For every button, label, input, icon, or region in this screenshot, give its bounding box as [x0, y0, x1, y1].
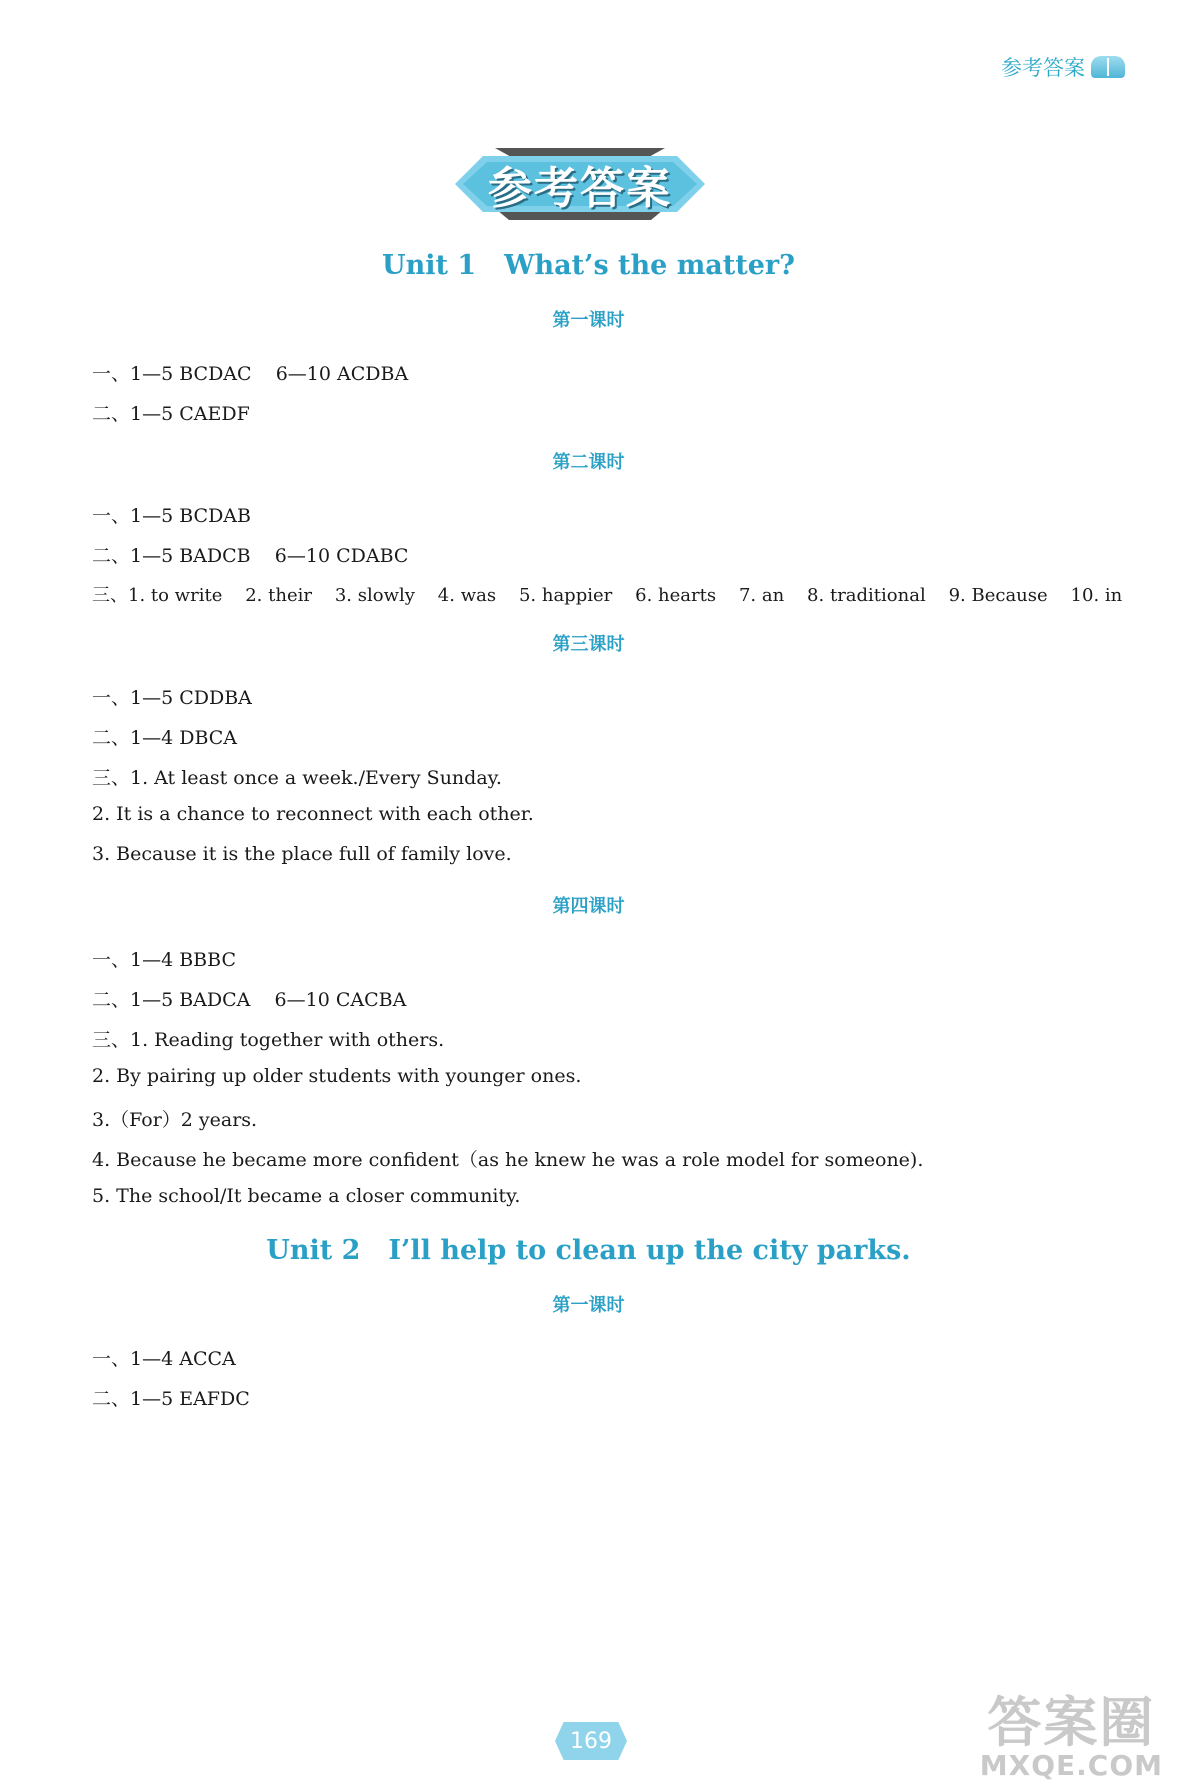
book-icon: [1091, 56, 1125, 78]
lesson-heading: 第四课时: [552, 896, 625, 917]
answer-line: 二、1—5 BADCA 6—10 CACBA: [92, 989, 407, 1011]
answer-line: 3. Because it is the place full of family love.: [92, 843, 512, 865]
answer-line: 一、1—5 BCDAB: [92, 505, 251, 527]
header-tag: [1001, 52, 1125, 82]
answer-line: 一、1—5 BCDAC 6—10 ACDBA: [92, 363, 409, 385]
unit-2-title: [0, 1235, 1177, 1266]
answer-line: 一、1—5 CDDBA: [92, 687, 252, 709]
answer-line: 4. Because he became more confident（as he knew he was a role model for someone).: [92, 1149, 924, 1171]
header-tag-label: 参考答案: [1001, 56, 1085, 80]
lesson-heading: 第一课时: [552, 1295, 625, 1316]
title-banner: [455, 148, 705, 220]
answer-line: 三、1. Reading together with others.: [92, 1029, 445, 1051]
lesson-heading: 第一课时: [552, 310, 625, 331]
page-number: [555, 1722, 627, 1760]
answer-line: 三、1. to write 2. their 3. slowly 4. was 5. happier 6. hearts 7. an 8. traditional 9. Because 10. in: [92, 585, 1123, 606]
lesson-heading: 第三课时: [552, 634, 625, 655]
answer-line: 二、1—5 CAEDF: [92, 403, 250, 425]
banner-title: 参考答案: [488, 163, 672, 214]
page-number-text: 169: [570, 1728, 612, 1754]
answer-line: 二、1—5 EAFDC: [92, 1388, 250, 1410]
unit-2-number: Unit 2: [266, 1235, 361, 1266]
answer-line: 一、1—4 ACCA: [92, 1348, 236, 1370]
answer-line: 二、1—4 DBCA: [92, 727, 238, 749]
answer-line: 一、1—4 BBBC: [92, 949, 236, 971]
watermark-domain: MXQE.COM: [979, 1749, 1163, 1782]
answer-line: 3.（For）2 years.: [92, 1109, 258, 1131]
answer-line: 三、1. At least once a week./Every Sunday.: [92, 767, 502, 789]
answer-line: 2. It is a chance to reconnect with each other.: [92, 803, 534, 825]
answer-line: 2. By pairing up older students with younger ones.: [92, 1065, 582, 1087]
watermark-logo: [980, 1680, 1163, 1782]
unit-2-name: I’ll help to clean up the city parks.: [388, 1235, 911, 1266]
answer-line: 5. The school/It became a closer community.: [92, 1185, 521, 1207]
watermark-text: 答案圈: [987, 1691, 1156, 1754]
answer-line: 二、1—5 BADCB 6—10 CDABC: [92, 545, 409, 567]
unit-1-title: [0, 250, 1177, 281]
unit-1-number: Unit 1: [382, 250, 477, 281]
lesson-heading: 第二课时: [552, 452, 625, 473]
unit-1-name: What’s the matter?: [504, 250, 795, 281]
